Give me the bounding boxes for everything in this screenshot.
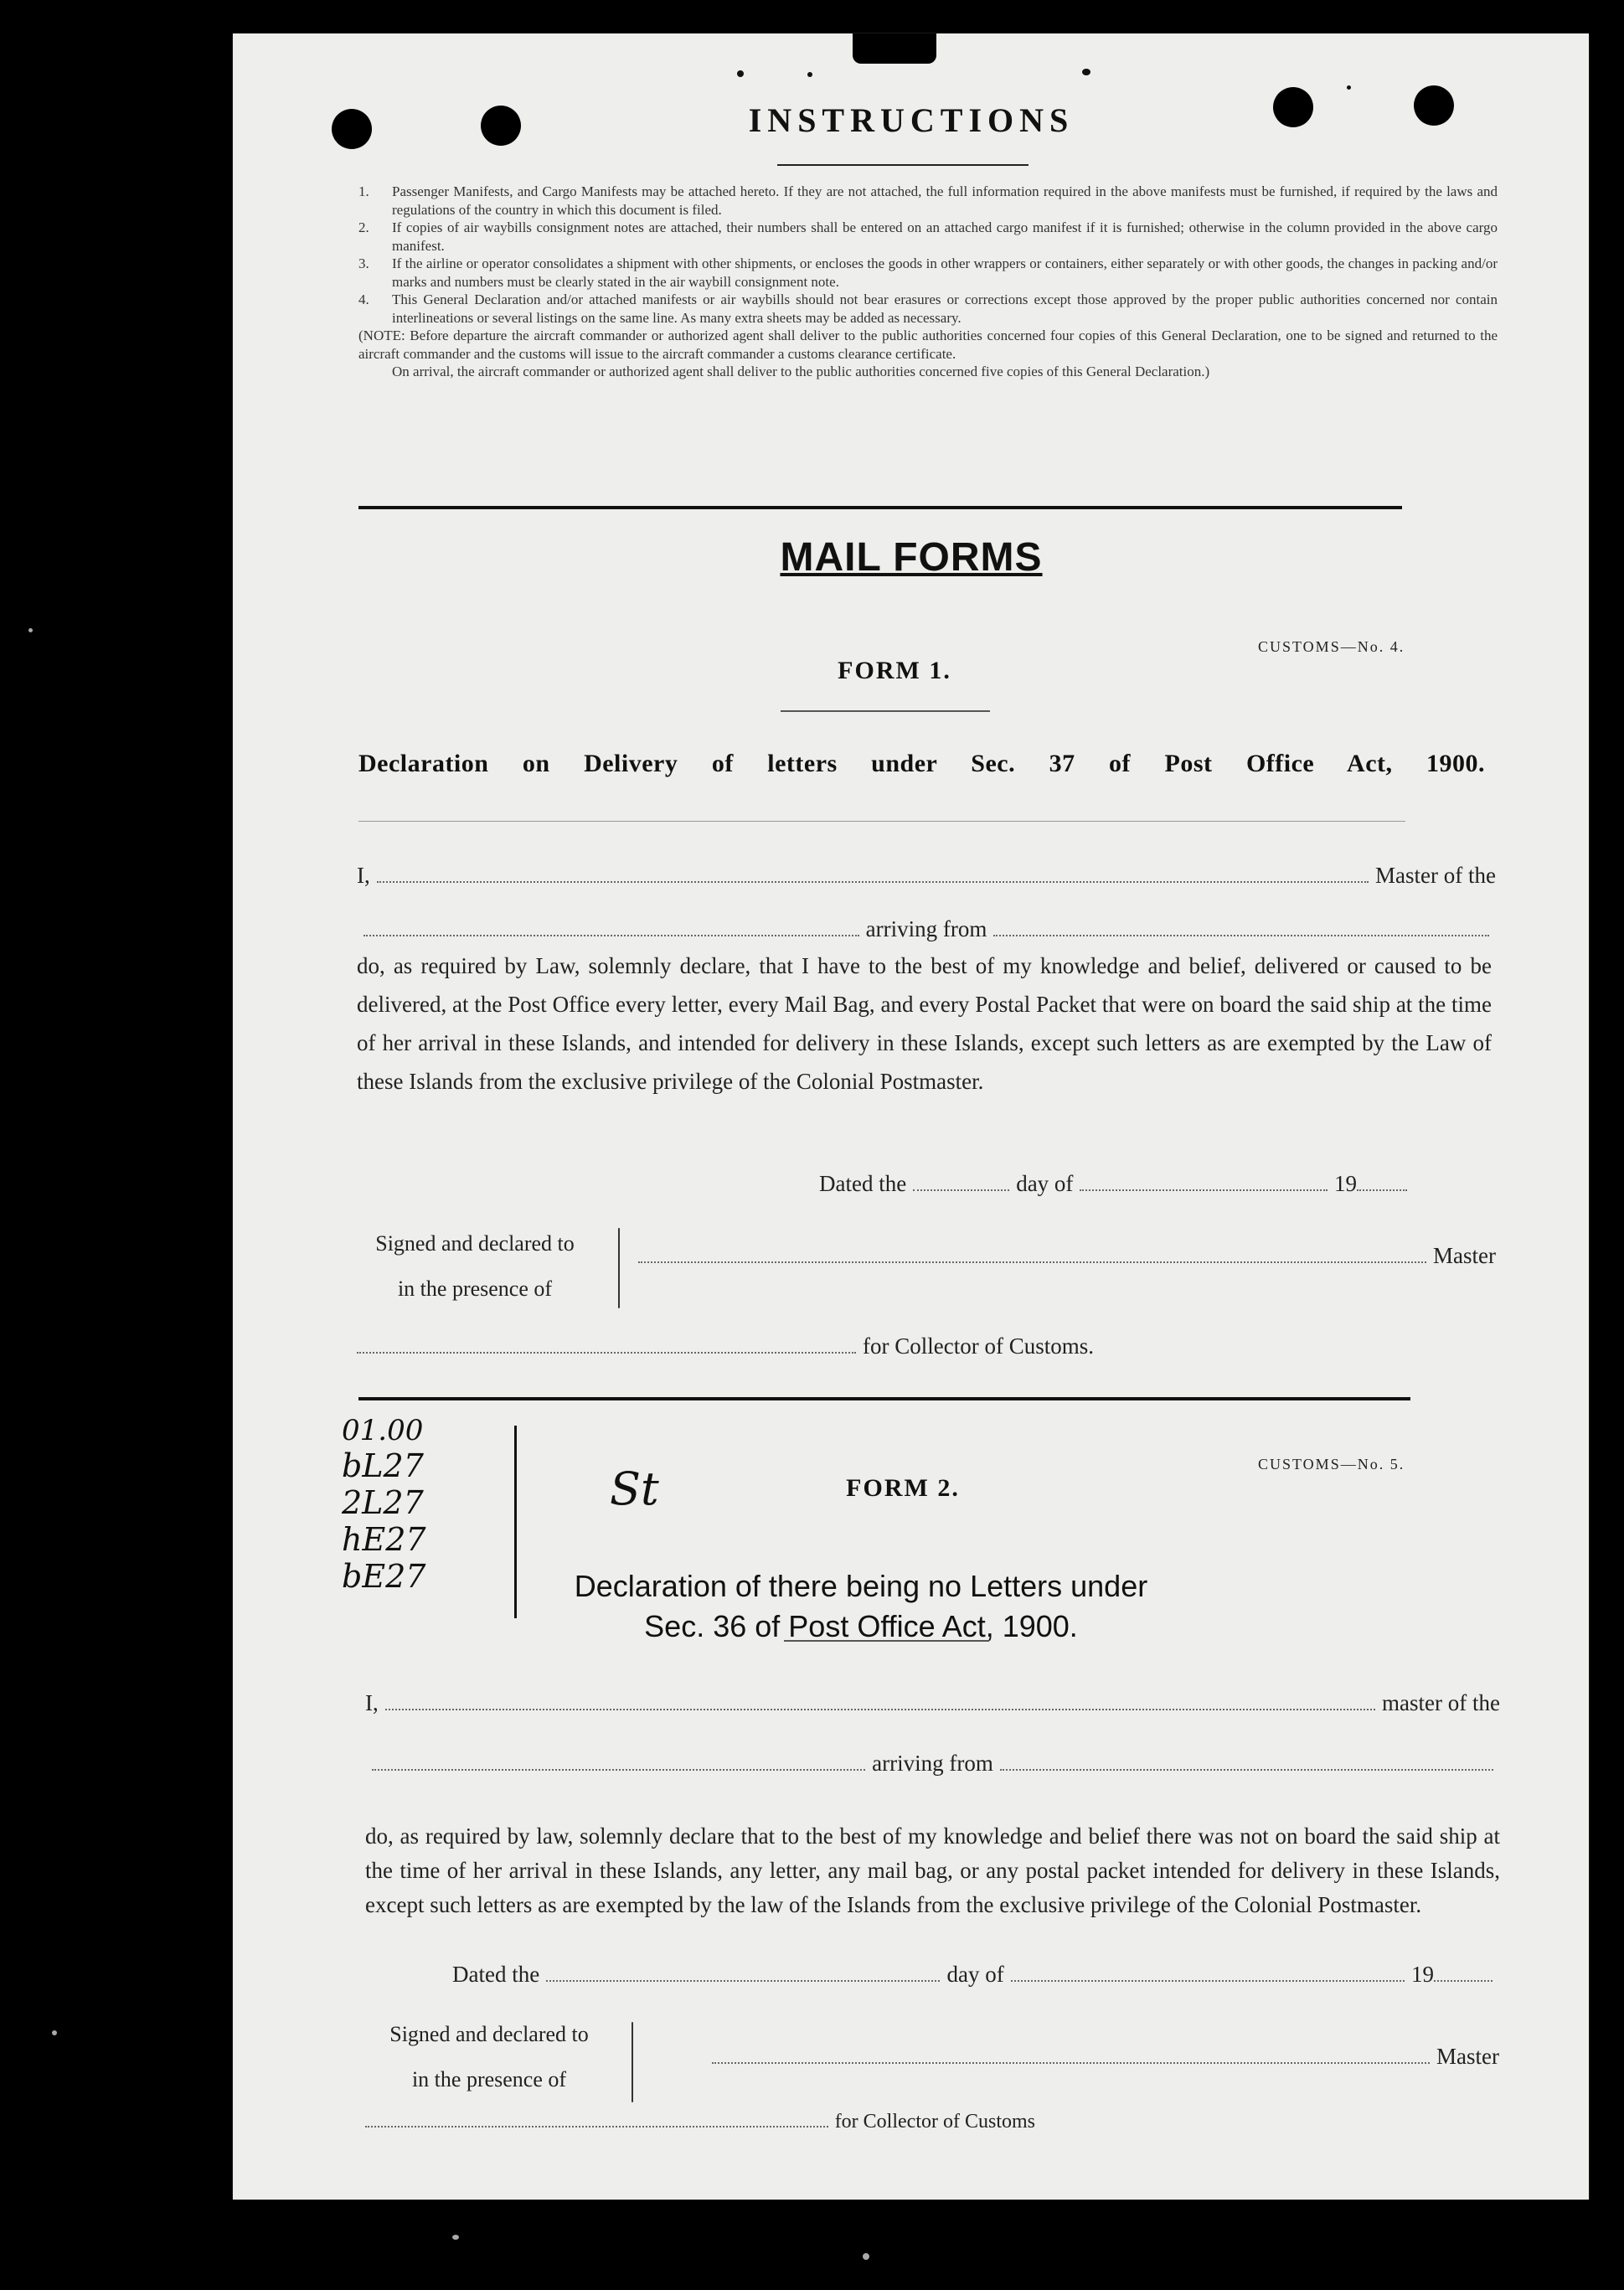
form-divider xyxy=(358,1397,1410,1400)
form1-heading: FORM 1. xyxy=(838,657,951,684)
form2-name-field[interactable] xyxy=(385,1692,1375,1710)
form1-name-field[interactable] xyxy=(377,864,1369,883)
form2-year-field[interactable] xyxy=(1434,1963,1493,1982)
form2-origin-field[interactable] xyxy=(1000,1752,1493,1771)
handwritten-margin-notes xyxy=(342,1414,492,1595)
form2-dated-line: Dated the day of 19 xyxy=(452,1962,1499,1988)
handwritten-bracket xyxy=(514,1426,517,1618)
form1-collector-line: for Collector of Customs. xyxy=(357,1333,1094,1359)
punch-hole-left-2 xyxy=(481,106,521,146)
form2-signed-label: Signed and declared to in the presence of xyxy=(389,2022,589,2091)
form2-heading: FORM 2. xyxy=(846,1474,960,1502)
form1-master-sign-line: Master xyxy=(632,1243,1496,1269)
instruction-note: (NOTE: Before departure the aircraft commander or authorized agent shall deliver to the public authorities concerned four copies of this General Declaration, one to be signed and returned to the aircraft commander and the customs will issue to the aircraft commander a customs clearance certificate. xyxy=(358,328,1498,362)
form2-customs-ref: CUSTOMS—No. 5. xyxy=(1258,1456,1405,1473)
form2-master-sign-line: Master xyxy=(705,2044,1499,2070)
form1-ship-field[interactable] xyxy=(363,918,859,936)
form1-dated-line: Dated the day of 19 xyxy=(819,1171,1414,1197)
form1-declaration: Declaration on Delivery of letters under Sec. 37 of Post Office Act, 1900. xyxy=(358,750,1485,777)
form1-arriving-line: arriving from xyxy=(357,916,1496,942)
form1-brace xyxy=(618,1228,620,1308)
handwritten-note: hE27 xyxy=(342,1521,426,1558)
speck xyxy=(1347,85,1351,90)
mail-forms-title: MAIL FORMS xyxy=(780,535,1043,580)
form1-customs-ref: CUSTOMS—No. 4. xyxy=(1258,638,1405,655)
speck xyxy=(737,70,744,77)
speck xyxy=(52,2030,57,2035)
top-tab-notch xyxy=(853,34,936,64)
punch-hole-right-1 xyxy=(1273,87,1313,127)
form1-signed-label: Signed and declared to in the presence of xyxy=(375,1231,575,1301)
instruction-item: 1. Passenger Manifests, and Cargo Manifests may be attached hereto. If they are not attached, the full information required in the above manifests must be furnished, if required by the laws and regulations of the country in which this document is filed. xyxy=(358,183,1498,218)
instructions-list xyxy=(358,183,1498,381)
speck xyxy=(28,628,33,632)
instructions-title: INSTRUCTIONS xyxy=(748,101,1075,139)
form1-collector-field[interactable] xyxy=(357,1335,856,1354)
speck xyxy=(863,2253,869,2260)
form2-brace xyxy=(632,2022,633,2102)
section-divider xyxy=(358,506,1402,509)
document-page xyxy=(233,34,1589,2200)
form1-date-field[interactable] xyxy=(913,1173,1009,1191)
form1-year-field[interactable] xyxy=(1357,1173,1407,1191)
form1-master-signature-field[interactable] xyxy=(638,1245,1426,1263)
form2-master-line: I, master of the xyxy=(365,1690,1500,1715)
form1-heading-rule xyxy=(781,710,990,712)
speck xyxy=(452,2235,459,2240)
handwritten-note: bE27 xyxy=(342,1558,426,1595)
form1-body: do, as required by Law, solemnly declare, that I have to the best of my knowledge and belief, delivered or caused to be delivered, at the Post Office every letter, every Mail Bag, and every Postal Packet that were on board the said ship at the time of her arrival in these Islands, and intended for delivery in these Islands, except such letters as are exempted by the Law of these Islands from the exclusive privilege of the Colonial Postmaster. xyxy=(357,953,1492,1094)
form1-origin-field[interactable] xyxy=(993,918,1489,936)
speck xyxy=(807,72,812,77)
handwritten-initials: St xyxy=(610,1462,659,1515)
form1-month-field[interactable] xyxy=(1080,1173,1328,1191)
form2-ship-field[interactable] xyxy=(372,1752,865,1771)
instructions-title-rule xyxy=(777,164,1029,166)
instruction-item: 4. This General Declaration and/or attached manifests or air waybills should not bear erasures or corrections except those approved by the proper public authorities concerned nor contain interlineations or several listings on the same line. As many extra sheets may be added as necessary. xyxy=(358,291,1498,326)
handwritten-note: 01.00 xyxy=(342,1414,424,1447)
form2-collector-field[interactable] xyxy=(365,2109,828,2128)
form2-heading-rule xyxy=(784,1640,989,1642)
handwritten-note: 2L27 xyxy=(342,1484,424,1521)
handwritten-note: bL27 xyxy=(342,1447,424,1484)
punch-hole-left-1 xyxy=(332,109,372,149)
form1-master-line: I, Master of the xyxy=(357,863,1496,888)
form2-collector-line: for Collector of Customs xyxy=(365,2109,1035,2133)
form2-date-field[interactable] xyxy=(546,1963,940,1982)
punch-hole-right-2 xyxy=(1414,85,1454,126)
speck xyxy=(1082,69,1090,75)
form2-body: do, as required by law, solemnly declare that to the best of my knowledge and belief there was not on board the said ship at the time of her arrival in these Islands, any letter, any mail bag, or any postal packet intended for delivery in these Islands, except such letters as are exempted by the law of the Islands from the exclusive privilege of the Colonial Postmaster. xyxy=(365,1823,1500,1917)
instruction-item: 2. If copies of air waybills consignment notes are attached, their numbers shall be entered on an attached cargo manifest if it is furnished; otherwise in the column provided in the above cargo manifest. xyxy=(358,219,1498,254)
instruction-item: 3. If the airline or operator consolidates a shipment with other shipments, or encloses the goods in other wrappers or containers, either separately or with other goods, the changes in packing and/or marks and numbers must be clearly stated in the air waybill consignment note. xyxy=(358,255,1498,290)
form2-master-signature-field[interactable] xyxy=(712,2045,1430,2064)
form1-declaration-rule xyxy=(358,821,1405,822)
form2-arriving-line: arriving from xyxy=(365,1751,1500,1777)
form2-month-field[interactable] xyxy=(1011,1963,1405,1982)
form2-declaration: Declaration of there being no Letters under Sec. 36 of Post Office Act, 1900. xyxy=(574,1569,1148,1643)
instruction-note-arrival: On arrival, the aircraft commander or authorized agent shall deliver to the public authorities concerned five copies of this General Declaration.) xyxy=(392,364,1210,379)
